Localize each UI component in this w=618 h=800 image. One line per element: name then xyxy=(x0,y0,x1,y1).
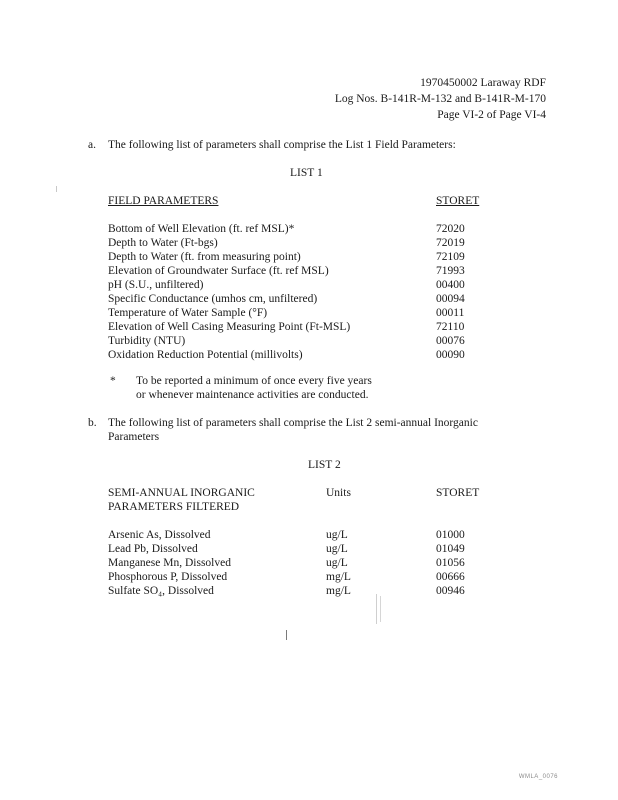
parameter-name: Depth to Water (Ft-bgs) xyxy=(108,237,218,249)
bates-stamp: WMLA_0076 xyxy=(518,774,558,780)
header-facility-id: 1970450002 Laraway RDF xyxy=(420,77,546,89)
parameter-name: Specific Conductance (umhos cm, unfiltered) xyxy=(108,293,318,305)
storet-code: 72109 xyxy=(436,251,465,263)
list2-column-name-header-line-2: PARAMETERS FILTERED xyxy=(108,501,240,513)
storet-code: 72110 xyxy=(436,321,465,333)
parameter-name: Sulfate SO₄, Dissolved xyxy=(108,585,214,597)
footnote-marker: * xyxy=(110,375,116,387)
storet-code: 00666 xyxy=(436,571,465,583)
list2-title: LIST 2 xyxy=(308,459,341,471)
table-row xyxy=(108,542,508,556)
section-a-text: The following list of parameters shall comprise the List 1 Field Parameters: xyxy=(108,139,456,151)
storet-code: 01000 xyxy=(436,529,465,541)
storet-code: 00400 xyxy=(436,279,465,291)
storet-code: 00094 xyxy=(436,293,465,305)
scan-artifact-mark xyxy=(56,186,57,192)
parameter-name: pH (S.U., unfiltered) xyxy=(108,279,204,291)
parameter-name: Elevation of Groundwater Surface (ft. ref MSL) xyxy=(108,265,329,277)
table-row xyxy=(108,584,508,598)
storet-code: 00011 xyxy=(436,307,465,319)
list2-column-name-header-line-1: SEMI-ANNUAL INORGANIC xyxy=(108,487,255,499)
parameter-name: Depth to Water (ft. from measuring point) xyxy=(108,251,301,263)
units-value: ug/L xyxy=(326,543,348,555)
units-value: ug/L xyxy=(326,529,348,541)
parameter-name: Manganese Mn, Dissolved xyxy=(108,557,231,569)
scan-artifact-mark xyxy=(380,596,381,622)
storet-code: 00946 xyxy=(436,585,465,597)
table-row xyxy=(108,236,508,250)
list2-column-storet-header: STORET xyxy=(436,487,480,499)
parameter-name: Lead Pb, Dissolved xyxy=(108,543,198,555)
parameter-name: Phosphorous P, Dissolved xyxy=(108,571,228,583)
footnote-line-1: To be reported a minimum of once every five years xyxy=(136,375,372,387)
table-row xyxy=(108,264,508,278)
table-row xyxy=(108,306,508,320)
list1-column-name-header: FIELD PARAMETERS xyxy=(108,195,219,207)
parameter-name: Temperature of Water Sample (°F) xyxy=(108,307,268,319)
storet-code: 72020 xyxy=(436,223,465,235)
table-row xyxy=(108,250,508,264)
units-value: mg/L xyxy=(326,571,351,583)
footnote-line-2: or whenever maintenance activities are conducted. xyxy=(136,389,369,401)
parameter-name: Oxidation Reduction Potential (millivolts) xyxy=(108,349,303,361)
units-value: mg/L xyxy=(326,585,351,597)
storet-code: 01049 xyxy=(436,543,465,555)
storet-code: 00090 xyxy=(436,349,465,361)
list1-title: LIST 1 xyxy=(290,167,323,179)
table-row xyxy=(108,556,508,570)
section-a-marker: a. xyxy=(88,139,96,151)
storet-code: 72019 xyxy=(436,237,465,249)
scan-artifact-mark xyxy=(376,594,377,624)
parameter-name: Elevation of Well Casing Measuring Point (Ft-MSL) xyxy=(108,321,351,333)
table-row xyxy=(108,334,508,348)
section-b-marker: b. xyxy=(88,417,97,429)
table-row xyxy=(108,348,508,362)
parameter-name: Bottom of Well Elevation (ft. ref MSL)* xyxy=(108,223,295,235)
storet-code: 01056 xyxy=(436,557,465,569)
section-b-text-line-2: Parameters xyxy=(108,431,160,443)
list1-column-storet-header: STORET xyxy=(436,195,480,207)
scan-artifact-mark xyxy=(286,630,287,640)
units-value: ug/L xyxy=(326,557,348,569)
table-row xyxy=(108,528,508,542)
parameter-name: Turbidity (NTU) xyxy=(108,335,186,347)
table-row xyxy=(108,292,508,306)
storet-code: 00076 xyxy=(436,335,465,347)
table-row xyxy=(108,278,508,292)
header-log-numbers: Log Nos. B-141R-M-132 and B-141R-M-170 xyxy=(334,93,546,105)
table-row xyxy=(108,570,508,584)
parameter-name: Arsenic As, Dissolved xyxy=(108,529,211,541)
header-page-number: Page VI-2 of Page VI-4 xyxy=(437,109,546,121)
table-row xyxy=(108,320,508,334)
list2-column-units-header: Units xyxy=(326,487,351,499)
storet-code: 71993 xyxy=(436,265,465,277)
table-row xyxy=(108,222,508,236)
section-b-text-line-1: The following list of parameters shall comprise the List 2 semi-annual Inorganic xyxy=(108,417,478,429)
